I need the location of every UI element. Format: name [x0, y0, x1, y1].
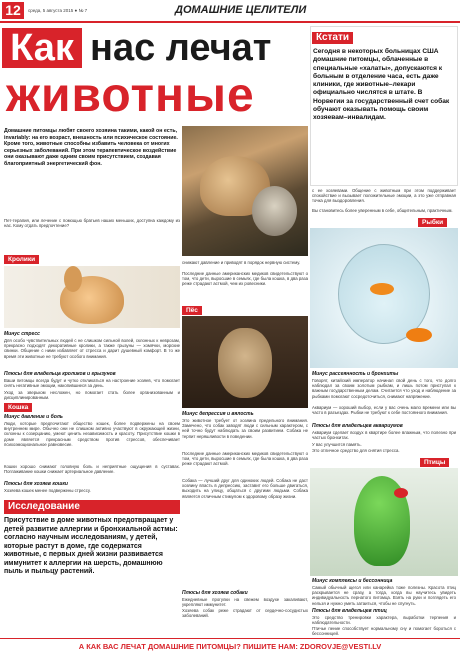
fish-photo: [310, 228, 458, 368]
fish-plus-text-2: У вас улучшится память.: [312, 442, 362, 447]
fish-plus-text-3: Это отличное средство для снятия стресса.: [312, 448, 400, 453]
cat-shape-2: [252, 186, 297, 236]
rabbits-plus-text: Ваши питомцы всегда будут и чутко откликаться на настроение хозяев, что помогает снять негативные эмоции, накопившиеся за день.: [4, 378, 180, 389]
section-label-rabbits: Кролики: [4, 255, 39, 264]
bird-photo: [310, 468, 458, 576]
parrot-beak: [394, 488, 408, 498]
sidebar-label: Кстати: [312, 32, 353, 44]
birds-plus-text-2: Птичье пение способствует нормальному сну и помогает бороться с бессонницей.: [312, 626, 456, 637]
caption-birds-minus: Минус комплексы и бессонница: [312, 578, 393, 584]
footer-rule: [0, 638, 460, 639]
cat-side-text-2: Последние данные американских медиков свидетельствуют о том, что дети, выросшие в семьях, где была кошка, в два раза реже страдают астмой, чем их ровесники.: [182, 271, 308, 287]
dog-plus-text-2: Хозяева собак реже страдают от сердечно-сосудистых заболеваний.: [182, 608, 308, 619]
caption-dog-plus: Плюсы для хозяев собаки: [182, 590, 248, 596]
fish-text-2: Аквариум — хороший выбор, если у вас очень мало времени или вы часто в разъездах. Рыбки не требуют к себе постоянного внимания.: [312, 405, 456, 416]
research-text: Присутствие в доме животных предотвращает у детей развитие аллергии и бронхиальной астмы: согласно научным исследованиям, у детей, которые растут в доме, где содержатся животные, с первых дней жизни развивается иммунитет к аллергии на шерсть, домашнюю пыль и пыльцу растений.: [4, 517, 178, 575]
section-label-dog: Пёс: [182, 306, 202, 315]
goldfish-shape: [370, 283, 394, 295]
caption-cats-minus: Минус давление и боль: [4, 414, 63, 420]
title-line2: животные: [6, 69, 255, 122]
caption-dog-minus: Минус депрессия и вялость: [182, 411, 254, 417]
lead-text: Домашние питомцы любят своего хозяина такими, какой он есть, invariably: на его возраст, внешность или психическое состояние. Кроме того, животные способны избавить человека от многих серьезных заболеваний. При этом терапевтическое воздействие они оказывают даже одним своим присутствием, создавая благоприятный энергетический фон.: [4, 128, 178, 167]
cats-photo: [182, 126, 308, 256]
cats-plus-text: Хозяева кошек менее подвержены стрессу.: [4, 488, 91, 493]
caption-rabbits-minus: Минус стресс: [4, 331, 40, 337]
title-word-kak: Как: [2, 28, 82, 68]
dog-text: Это животное требует от хозяина предельного внимания. Замечено, что собак заводят люди с сильным характером, с ней точно будут наблюдать за своим развитием. Собака не терпит неряшливости в поведении.: [182, 418, 308, 439]
dog-photo: [182, 316, 308, 408]
caption-rabbits-plus: Плюсы для владельца кроликов и грызунов: [4, 371, 116, 377]
fish-plus-text: Аквариум сделает воздух в квартире более влажным, что полезно при частых бронхитах.: [312, 430, 456, 441]
section-label-fish: Рыбки: [418, 218, 447, 227]
section-title: ДОМАШНИЕ ЦЕЛИТЕЛИ: [175, 4, 307, 16]
caption-fish-minus: Минус рассеянность и бронхиты: [312, 371, 399, 377]
cats-text: Люди, которые предпочитают общество кошек, более подвержены на своем внутреннем мире. Обычно они не слишком активно участвуют в окружающей жизни, склонны к созерцанию, умеют ценить независимость и красоту. Присутствие кошки в доме является прекрасным средством против стрессов, обеспечивает психоэмоциональное равновесие.: [4, 421, 180, 447]
cats-text-2: Кошки хорошо снимают головную боль и неприятные ощущения в суставах. Поглаживание кошки снижает артериальное давление.: [4, 464, 180, 475]
title-line1: нас лечат: [90, 27, 272, 69]
goldfish-shape-2: [406, 328, 432, 342]
dog-text-3: Собака — лучший друг для одиноких людей. Собака не даст хозяину впасть в депрессию, заставит его больше двигаться, выходить на улицу, общаться с другими людьми. Собака является отличным стимулом к здоровому образу жизни.: [182, 478, 308, 499]
right-top-text-2: Вы становитесь более уверенным в себе, общительным, практичным.: [312, 208, 453, 213]
rabbit-ear: [64, 266, 82, 292]
date-issue: среда, 5 августа 2015 ● № 7: [28, 8, 88, 13]
dog-plus-text: Ежедневные прогулки на свежем воздухе закаливают, укрепляют иммунитет.: [182, 597, 308, 608]
right-top-text: с ее хозяевами. Общение с животным при этом поддерживает спокойствие и вызывает положительные эмоции, а это уже отправная точка для выздоровления.: [312, 188, 456, 204]
rabbits-text: Для особо чувствительных людей с не слишком сильной волей, склонных к неврозам, прекрасно подходят декоративные кролики, а также грызуны — хомячки, морские свинки. Общение с ними избавляет от стресса и дарит душевный комфорт. В то же время эти животные не требуют особого внимания.: [4, 338, 180, 359]
section-label-birds: Птицы: [420, 458, 449, 467]
section-label-cats: Кошка: [4, 403, 32, 412]
dog-text-2: Последние данные американских медиков свидетельствуют о том, что дети, выросшие в семьях, где была кошка, в два раза реже страдают астмой.: [182, 451, 308, 467]
rabbit-photo: [4, 266, 180, 328]
caption-fish-plus: Плюсы для владельцев аквариумов: [312, 423, 403, 429]
header-rule: [0, 21, 460, 23]
research-label: Исследование: [4, 500, 180, 514]
rabbits-plus-text-2: Уход за зверьком несложен, но помогает стать более организованным и дисциплинированным.: [4, 390, 180, 401]
page-number: 12: [2, 2, 24, 19]
dog-shape: [218, 328, 272, 398]
sidebar-text: Сегодня в некоторых больницах США домашние питомцы, облаченные в специальные «халаты», допускаются к больным в отделение часа, есть даже клиники, где животные–лекари официально числятся в штате. В Норвегии за государственный счет собак обучают оказывать помощь своим хозяевам–инвалидам.: [313, 48, 450, 122]
birds-plus-text: Это средство тренировки характера, выработки терпения и наблюдательности.: [312, 615, 456, 626]
caption-birds-plus: Плюсы для владельцев птиц: [312, 608, 387, 614]
caption-cats-plus: Плюсы для хозяев кошки: [4, 481, 68, 487]
cat-side-text: снижают давление и приводят в порядок нервную систему.: [182, 260, 301, 265]
fish-text: Говорят, китайский император начинал свой день с того, что долго наблюдал за своим золотым рыбкам, и лишь потом приступал к важным государственным делам. Считается что уход и наблюдение за рыбками помогают сосредоточиться, снимают напряжение.: [312, 378, 456, 399]
intro-text: Пет-терапия, или лечение с помощью братьев наших меньших, доступна каждому из нас. Кому отдать предпочтение?: [4, 218, 180, 229]
footer-text: А КАК ВАС ЛЕЧАТ ДОМАШНИЕ ПИТОМЦЫ? ПИШИТЕ НАМ: ZDOROVJE@VESTI.LV: [78, 642, 382, 651]
birds-text: Самый обычный щегол или канарейка тоже полезны. Красота птиц раскрывается не сразу, а тогда, когда вы научитесь увидеть индивидуальность пернатого питомца. Взять на руки и поглядеть его нельзя и нужно уметь затаиться, чтобы не спугнуть.: [312, 585, 456, 606]
